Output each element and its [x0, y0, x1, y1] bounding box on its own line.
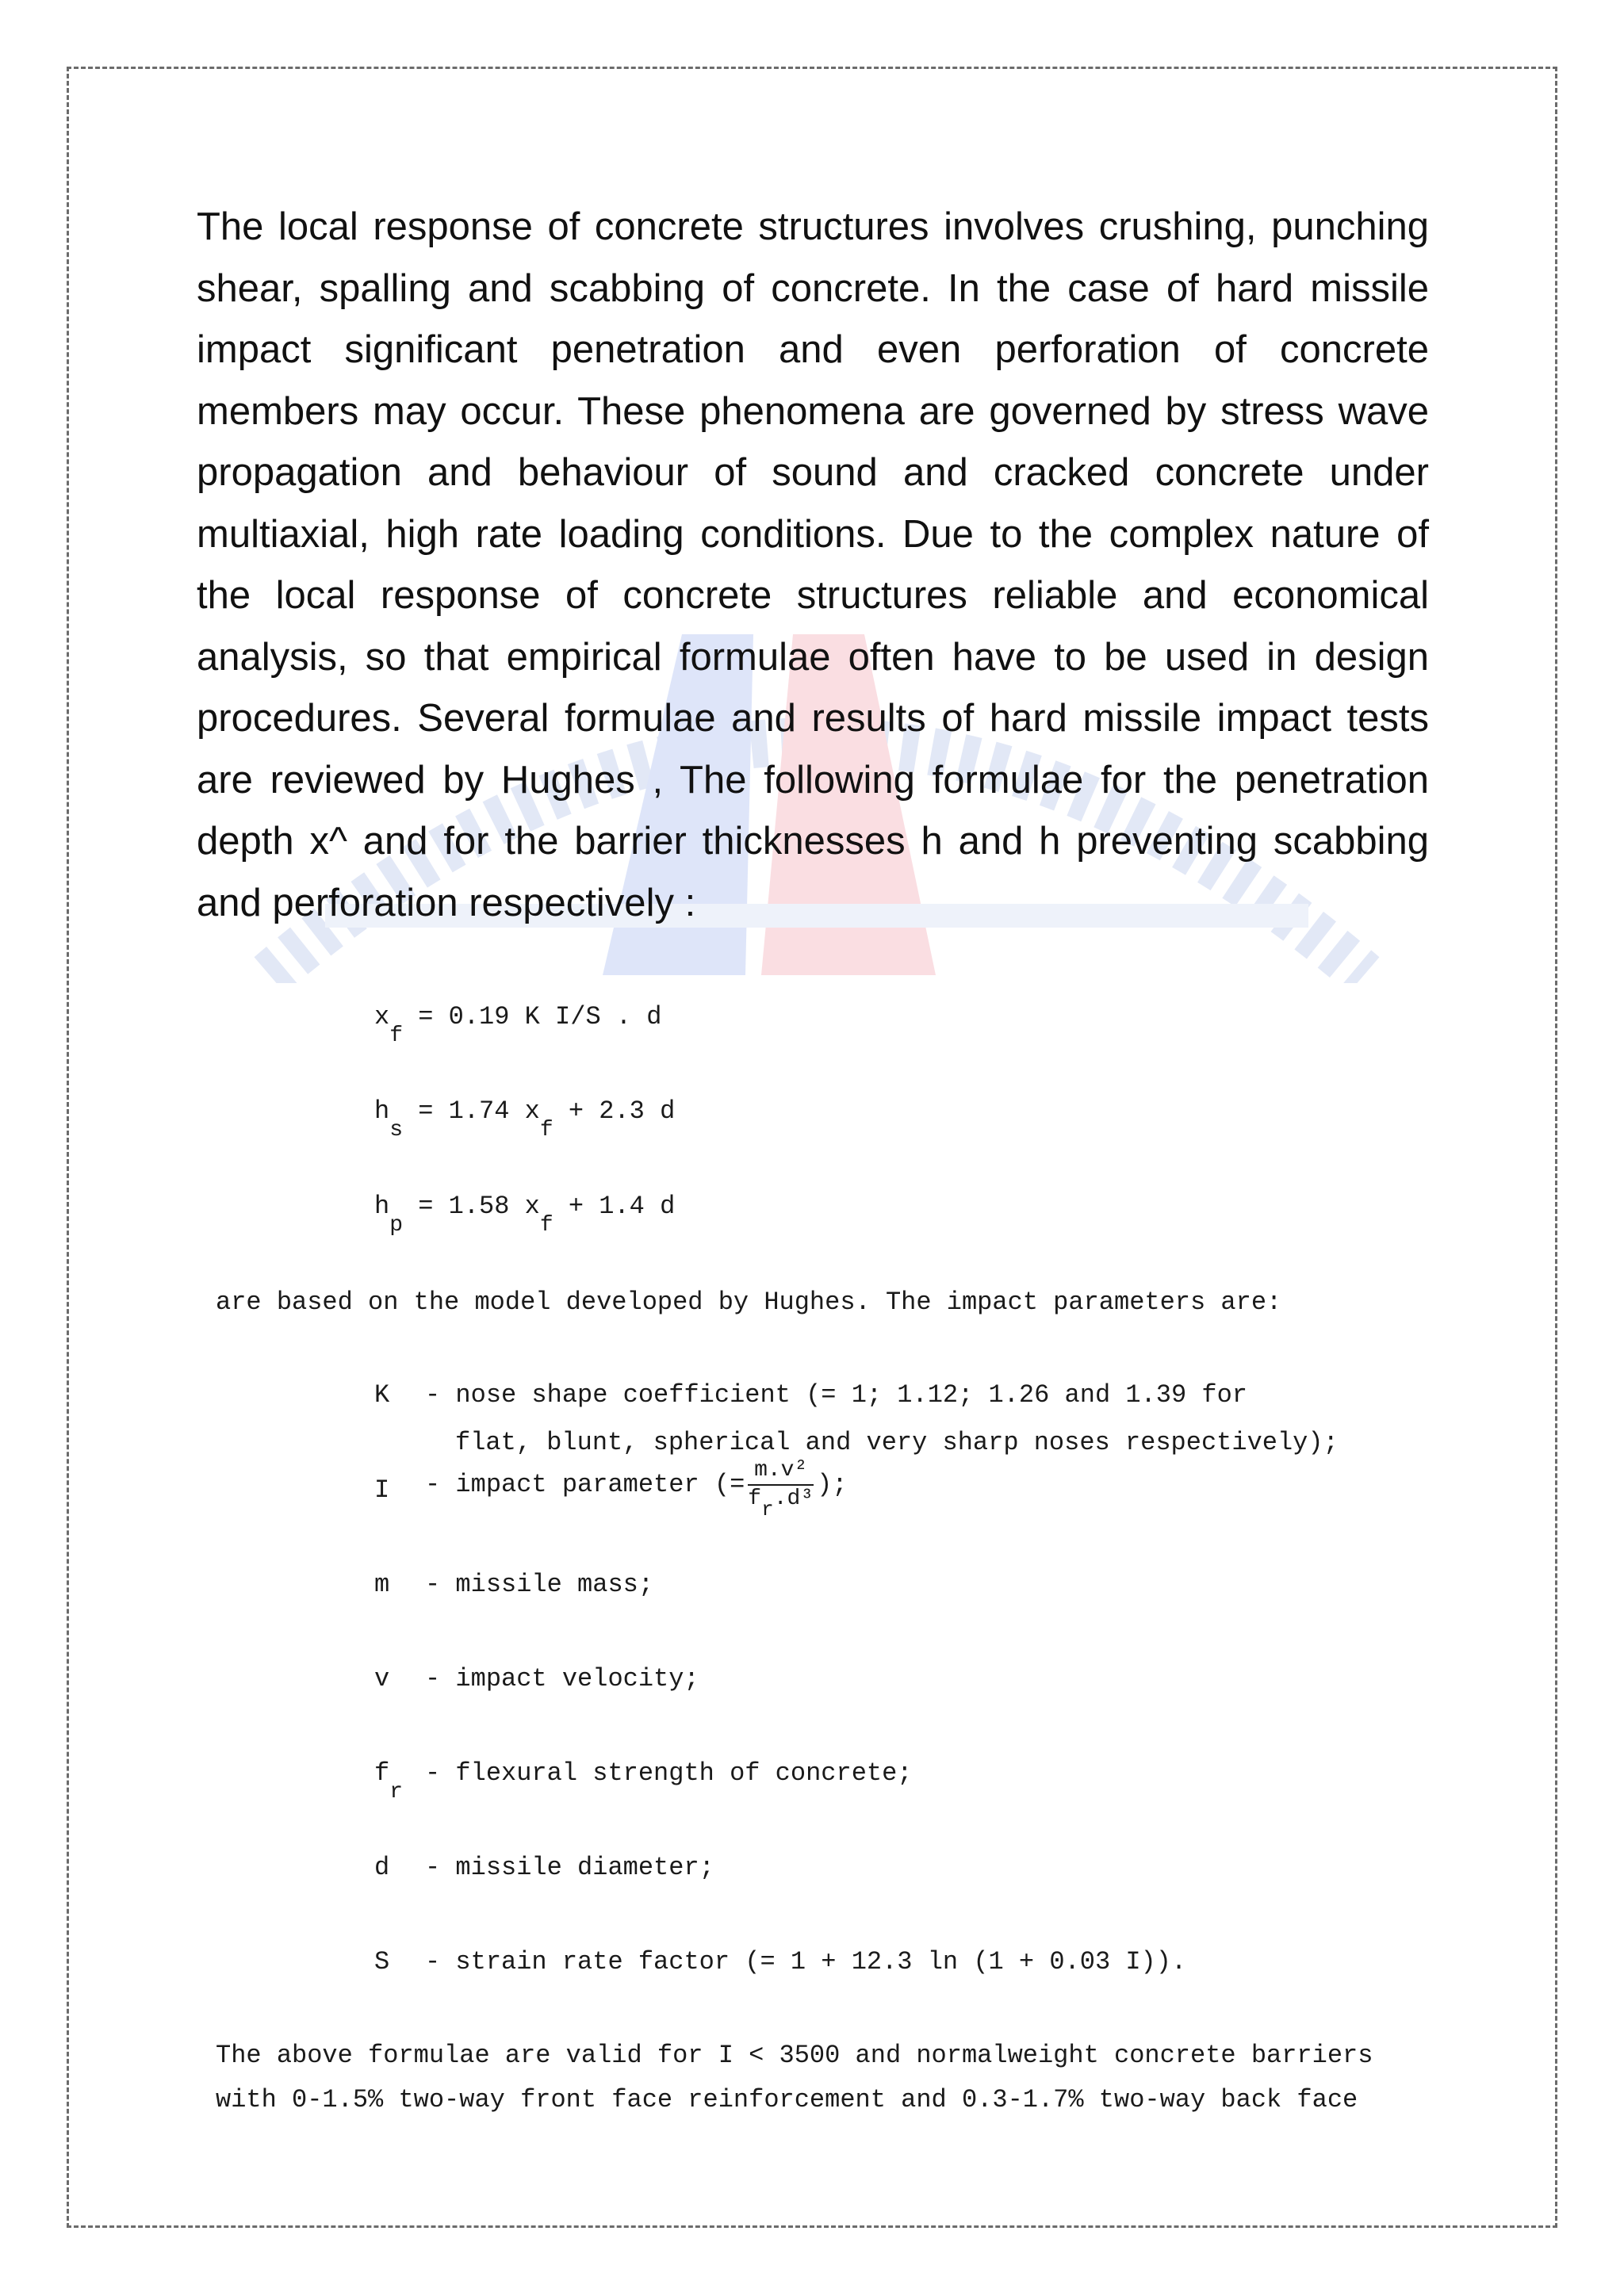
- equation-scabbing-thickness: [374, 1096, 676, 1142]
- param-S-desc: - strain rate factor (= 1 + 12.3 ln (1 + 0.03 I)).: [425, 1947, 1187, 1976]
- param-v-symbol: v: [374, 1664, 390, 1693]
- eq2-lhs: h: [374, 1096, 390, 1126]
- validity-line-2: with 0-1.5% two-way front face reinforcement and 0.3-1.7% two-way back face: [216, 2085, 1358, 2114]
- equation-penetration-depth: [374, 1002, 662, 1048]
- param-K-desc-line1: - nose shape coefficient (= 1; 1.12; 1.26 and 1.39 for: [425, 1380, 1247, 1410]
- param-m-symbol: m: [374, 1570, 390, 1599]
- fraction-numerator: m.v²: [748, 1457, 814, 1486]
- param-fr-sub: r: [389, 1780, 404, 1804]
- param-d-desc: - missile diameter;: [425, 1853, 714, 1882]
- param-fr-symbol: [374, 1758, 406, 1804]
- param-S-symbol: S: [374, 1947, 390, 1976]
- eq2-rhs-sub: f: [539, 1118, 553, 1142]
- param-m-desc: - missile mass;: [425, 1570, 654, 1599]
- eq3-rhs-a: = 1.58 x: [418, 1192, 540, 1221]
- validity-line-1: The above formulae are valid for I < 3500 and normalweight concrete barriers: [216, 2041, 1373, 2070]
- eq1-rhs: = 0.19 K I/S . d: [418, 1002, 662, 1031]
- param-I-text-a: - impact parameter (=: [425, 1469, 745, 1499]
- eq2-rhs-b: + 2.3 d: [553, 1096, 676, 1126]
- eq3-rhs-sub: f: [539, 1213, 553, 1238]
- fraction-den-tail: .d³: [773, 1487, 814, 1511]
- param-fr-desc: - flexural strength of concrete;: [425, 1758, 913, 1788]
- fraction-denominator: [748, 1486, 814, 1521]
- eq3-lhs: h: [374, 1192, 390, 1221]
- param-K-desc-line2: flat, blunt, spherical and very sharp noses respectively);: [455, 1428, 1339, 1457]
- param-v-desc: - impact velocity;: [425, 1664, 699, 1693]
- intro-paragraph: The local response of concrete structures involves crushing, punching shear, spalling and scabbing of concrete. In the case of hard missile impact significant penetration and even perforation of concrete members may occur. These phenomena are governed by stress wave propagation and behaviour of sound and cracked concrete under multiaxial, high rate loading conditions. Due to the complex nature of the local response of concrete structures reliable and economical analysis, so that empirical formulae often have to be used in design procedures. Several formulae and results of hard missile impact tests are reviewed by Hughes , The following formulae for the penetration depth x^ and for the barrier thicknesses h and h preventing scabbing and perforation respectively :: [197, 205, 1429, 924]
- fraction-den-sub: r: [761, 1498, 774, 1521]
- fraction-den-f: f: [748, 1487, 762, 1511]
- eq1-lhs-sub: f: [389, 1024, 404, 1048]
- param-I-text-b: );: [817, 1469, 848, 1499]
- eq2-rhs-a: = 1.74 x: [418, 1096, 540, 1126]
- eq1-lhs: x: [374, 1002, 390, 1031]
- param-K-symbol: K: [374, 1380, 390, 1410]
- eq3-rhs-b: + 1.4 d: [553, 1192, 676, 1221]
- eq3-lhs-sub: p: [389, 1213, 404, 1238]
- param-I-symbol: I: [374, 1475, 390, 1505]
- model-sentence: are based on the model developed by Hughes. The impact parameters are:: [216, 1288, 1282, 1317]
- param-fr-letter: f: [374, 1758, 390, 1788]
- param-I-desc: [425, 1457, 848, 1521]
- impact-parameter-fraction: [748, 1457, 814, 1521]
- equation-perforation-thickness: [374, 1192, 676, 1238]
- eq2-lhs-sub: s: [389, 1118, 404, 1142]
- param-d-symbol: d: [374, 1853, 390, 1882]
